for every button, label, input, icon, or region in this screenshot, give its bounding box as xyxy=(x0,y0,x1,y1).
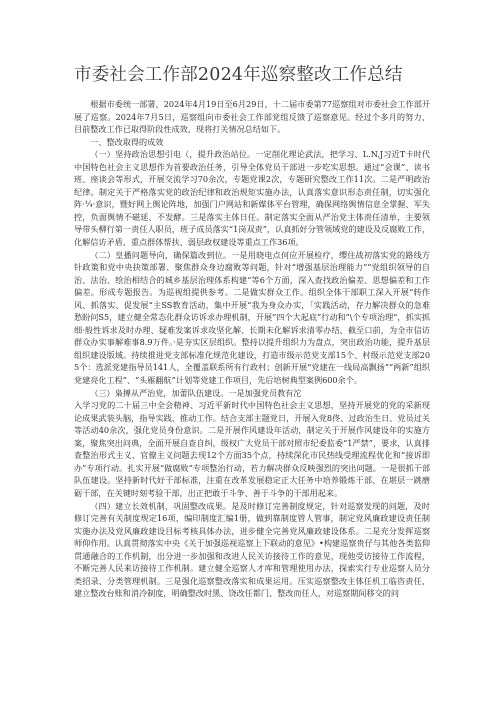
subsection-paragraph-2: （二）皇播问题导向，确保篇改到位。一是用晓电点何应开展检疗，缨住战初落实党的路线方针政策和党中央抉策部署、聚焦群众身边腐败等问题，针对“增强基层治理能力”“党组织领导的自治、法治、绘治相结合的城乡基层治理体系构建”等6个方面，深入查找政治偏差、思想偏差和工作偏差。形成专题报告。为巡视组提供参考。二是做实群众工作。组织全体干部职工深入开展“转作风、抓落实、促发展“主SS教育活动，集中开展“我为身众办实，「实践活动，存力解决群众的急难愁盼问S5，建立健全常态化群众访诉求办理机制，开展”四个大起底”行动和”\个专项治理“，抓实抓细·般性诉求及时办理、疑难发案诉求攻坚化解、长期未化解诉求清零办结、截至口前，为全市信访群众办实事解难事8.9万件。·是夯实区层组织。整持以提升组织力为盘点，突出政治功能，提升基层组织建设版域。持续推进党支部标准化规范化建设，打造市级示范党支部15个、村级示范党支部205个：选派党建指导员141人，全覆盖联系所有行政村；创新开展“党建在一线局高飘扬”“两新”组织党建亮化工程”、“头雁翻航”计划等党建工作项目，先后培树典型案例600余个。 xyxy=(74,249,430,386)
subsection-paragraph-3: 入学习党的二十届三中全会精神、习近平新时代中国特色社会主义思想，坚持开展党的党的采新现论成果武装头脑，指导实践、推动工作。结合支部主题党日，开展入党8佟、过政治生日、党员过关等活动40余次，强化党员身份意识。二是开展作风建设年活动，制定关于开展作风建设年的实施方案，聚焦突出问典，全面开展自查自纠，级权广大党员干部对照市纪委监委“1严禁”，要求，认真排查整治形式主义、官僚主义问题去现12个方面35个点，持续深化市民热线受理流程优化和“接诉即办”专项行动。扎实开展“做腐败”专项整治行动，若力解决群众反映强烈的突出问题。一是很抓干部队伍建设。坚持新时代好干部标准，注重在改革发展稳定正大任务中培养锻炼干部、在堪层一跳磨砺干部，在关键时刻考验干部，出正把敢于斗争、善于斗争的干部用起来。 xyxy=(74,400,430,498)
document-body xyxy=(74,98,430,600)
section-heading-achievements: 一、整改取得的成效 xyxy=(90,136,164,147)
document-title: 市委社会工作部2024年巡察整改工作总结 xyxy=(74,65,403,85)
subsection-paragraph-1: （一）坚持政治思想引电（，提升政治站位。一定削化理论武法，把学习、L.N.J习近T卡时代中国特色社会主义思想作为首要政治任务，引导全体党员干部进一步吃实思想。通过“会课”、读书班、座谈会等形式，开展交流学习70余次，专题党课2次，专题研究整改工作11次。二是严明政治纪律。制定关于严格落实党的政治纪律和政治规矩实施办法，认真落实意识形态责任制，切实强化阵·¼·意识，暨好网上舆论阵地，加强门户网站和新媒体平台管理，确保网络舆情信息全掌握、军失控，负面舆情不磁延、不发酵。三是落实主体日任。制定落实全面从严治党主体责任清单，主要领导带头柳行第一责任人职员，班子成员落实“1岗双责”，认真抓好分管领域党的建设及反腐败工作，化解信访矛盾、重点群体帮扶、弱层政权建设等重点工作36项。 xyxy=(74,149,430,248)
subsection-heading-3: （三）枭搏从严治党，加蕾队伍建设。一是加强党员教有沱 xyxy=(90,387,302,398)
subsection-paragraph-4: （四）建立长效机制，巩固整改成果。是及时修订完善制度规定，针对巡察发现的问题，及时修订完善有关制度规定16项，编印制度汇编1册，做到靠制度管人管事，制定党风廉政建设责任制实施办法及党风廉政建设目标考核具体办法，进步健全完善党风廉政建设体系。二是充分发挥巡察师仰作用。认真贯彻落实中央《关于加强巡视巡察上下联动的意见》•构建巡察贵仔与其他各类监仰贯通融合的工作机制，出分进一步加强和改进人民关访接待工作的意见，现他受访接待工作流程，不断完善人民来访接待工作机制。建立健全巡察人才库和管理使用办法，探索实行专业巡察人员分类招录、分类管理机制。三是强化巡察整改落实和成果运用。压实巡察整改主体任机工临咨责任，建立整改台账和消冷制度，明确整改时黑、饶改任都门、整改而任人，对巡察期间移交的问 xyxy=(74,500,430,599)
intro-paragraph: 根据市委统一部署，2024年4月19日至6月29日，十二届市委第77巡察组对市委社会工作部开展了巡察。2024年7月5日，巡察组向市委社会工作部党组反馈了巡察意见。经过个多月的努力，目前整改工作已取得阶段性成效，现将打关情况总结如下。 xyxy=(74,99,430,135)
